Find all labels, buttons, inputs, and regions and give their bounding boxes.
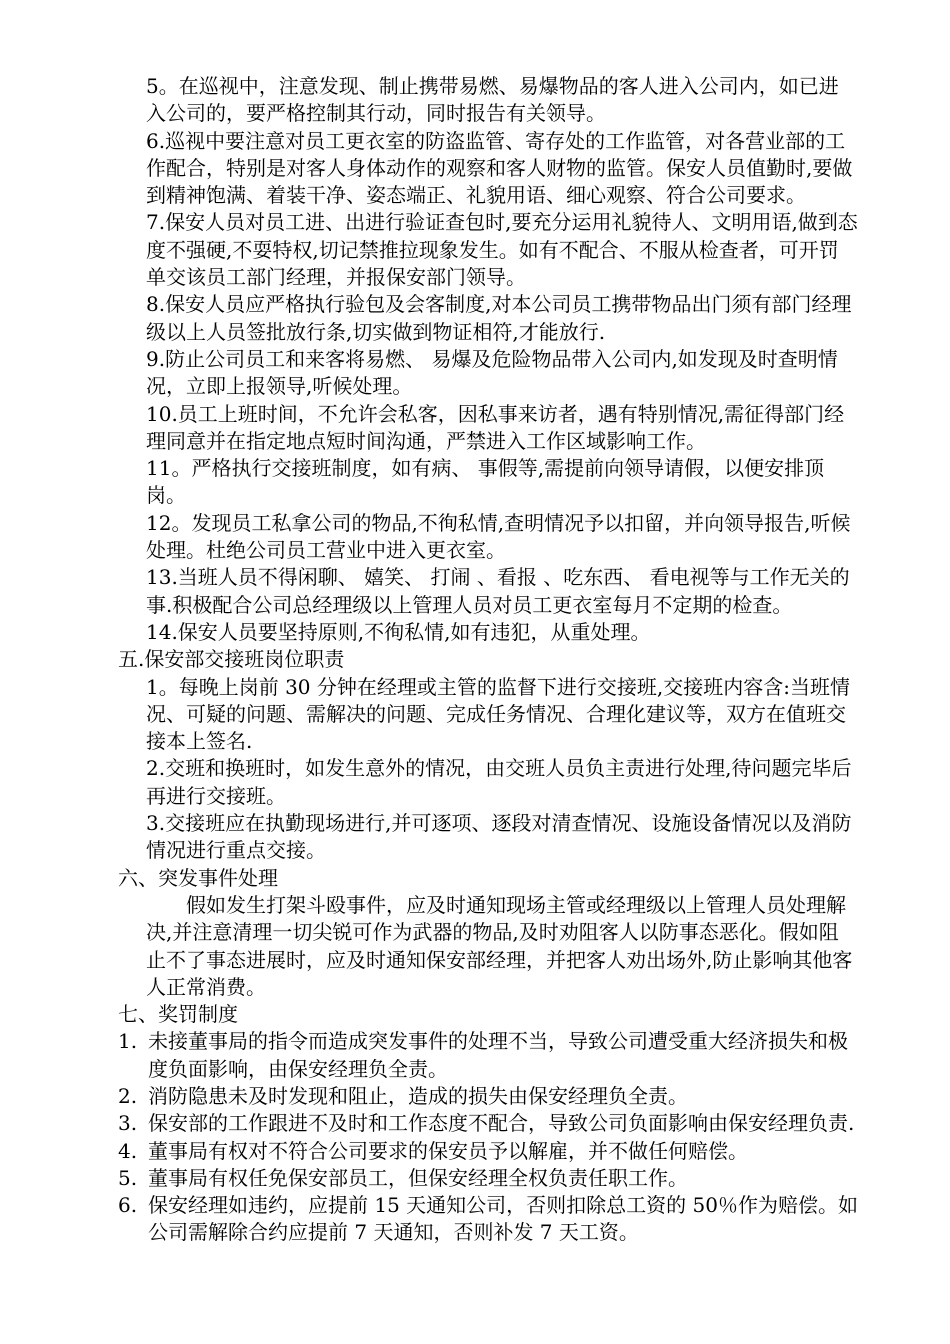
handover-item-1: 1。每晚上岗前 30 分钟在经理或主管的监督下进行交接班,交接班内容含:当班情况、可疑的问题、需解决的问题、完成任务情况、合理化建议等，双方在值班交接本上签名. [146, 674, 850, 754]
item-text: 消防隐患未及时发现和阻止，造成的损失由保安经理负全责。 [148, 1083, 688, 1108]
item-number: 1. [118, 1029, 138, 1054]
document-body [118, 73, 858, 1247]
emergency-paragraph: 假如发生打架斗殴事件，应及时通知现场主管或经理级以上管理人员处理解决,并注意清理一切尖锐可作为武器的物品,及时劝阻客人以防事态恶化。假如阻止不了事态进展时，应及时通知保安部经理，并把客人劝出场外,防止影响其他客人正常消费。 [146, 892, 853, 999]
duty-item-9: 9.防止公司员工和来客将易燃、 易爆及危险物品带入公司内,如发现及时查明情况，立即上报领导,听候处理。 [146, 346, 838, 399]
handover-item-3: 3.交接班应在执勤现场进行,并可逐项、逐段对清查情况、设施设备情况以及消防情况进行重点交接。 [146, 811, 852, 863]
duty-item-10: 10.员工上班时间，不允许会私客，因私事来访者，遇有特别情况,需征得部门经理同意并在指定地点短时间沟通，严禁进入工作区域影响工作。 [146, 401, 845, 453]
reward-penalty-item-5 [118, 1165, 858, 1192]
duty-item-8: 8.保安人员应严格执行验包及会客制度,对本公司员工携带物品出门须有部门经理级以上人员签批放行条,切实做到物证相符,才能放行. [146, 292, 852, 344]
duty-item-13: 13.当班人员不得闲聊、 嬉笑、 打闹 、看报 、吃东西、 看电视等与工作无关的事.积极配合公司总经理级以上管理人员对员工更衣室每月不定期的检查。 [146, 565, 850, 617]
duty-item-6: 6.巡视中要注意对员工更衣室的防盗监管、寄存处的工作监管，对各营业部的工作配合，特别是对客人身体动作的观察和客人财物的监管。保安人员值勤时,要做到精神饱满、着装干净、姿态端正、礼貌用语、细心观察、符合公司要求。 [146, 128, 853, 208]
duty-item-12: 12。发现员工私拿公司的物品,不徇私情,查明情况予以扣留，并向领导报告,听候处理。杜绝公司员工营业中进入更衣室。 [146, 510, 851, 563]
item-text: 保安经理如违约，应提前 15 天通知公司，否则扣除总工资的 50％作为赔偿。如公司需解除合约应提前 7 天通知，否则补发 7 天工资。 [148, 1193, 858, 1245]
item-number: 3. [118, 1111, 138, 1136]
section-5-heading: 五.保安部交接班岗位职责 [118, 647, 345, 672]
item-number: 6. [118, 1193, 138, 1218]
duty-item-14: 14.保安人员要坚持原则,不徇私情,如有违犯，从重处理。 [146, 619, 651, 644]
item-text: 董事局有权对不符合公司要求的保安员予以解雇，并不做任何赔偿。 [148, 1138, 748, 1163]
item-text: 董事局有权任免保安部员工，但保安经理全权负责任职工作。 [148, 1165, 688, 1190]
reward-penalty-item-3 [118, 1110, 858, 1137]
section-6-heading: 六、突发事件处理 [118, 865, 278, 890]
reward-penalty-item-1 [118, 1028, 858, 1083]
handover-item-2: 2.交班和换班时，如发生意外的情况，由交班人员负主责进行处理,待问题完毕后再进行交接班。 [146, 756, 852, 808]
reward-penalty-item-6 [118, 1192, 858, 1247]
duty-item-5: 5。在巡视中，注意发现、制止携带易燃、易爆物品的客人进入公司内，如已进入公司的，要严格控制其行动，同时报告有关领导。 [146, 74, 839, 126]
duty-item-7: 7.保安人员对员工进、出进行验证查包时,要充分运用礼貌待人、文明用语,做到态度不强硬,不耍特权,切记禁推拉现象发生。如有不配合、不服从检查者，可开罚单交该员工部门经理，并报保安部门领导。 [146, 210, 858, 290]
item-number: 4. [118, 1138, 138, 1163]
duty-item-11: 11。严格执行交接班制度，如有病、 事假等,需提前向领导请假，以便安排顶岗。 [146, 456, 825, 508]
section-7-heading: 七、奖罚制度 [118, 1002, 238, 1027]
item-text: 保安部的工作跟进不及时和工作态度不配合，导致公司负面影响由保安经理负责. [148, 1111, 855, 1136]
item-number: 2. [118, 1083, 138, 1108]
reward-penalty-item-2 [118, 1083, 858, 1110]
item-text: 未接董事局的指令而造成突发事件的处理不当，导致公司遭受重大经济损失和极度负面影响，由保安经理负全责。 [148, 1029, 848, 1081]
item-number: 5. [118, 1165, 138, 1190]
reward-penalty-item-4 [118, 1138, 858, 1165]
